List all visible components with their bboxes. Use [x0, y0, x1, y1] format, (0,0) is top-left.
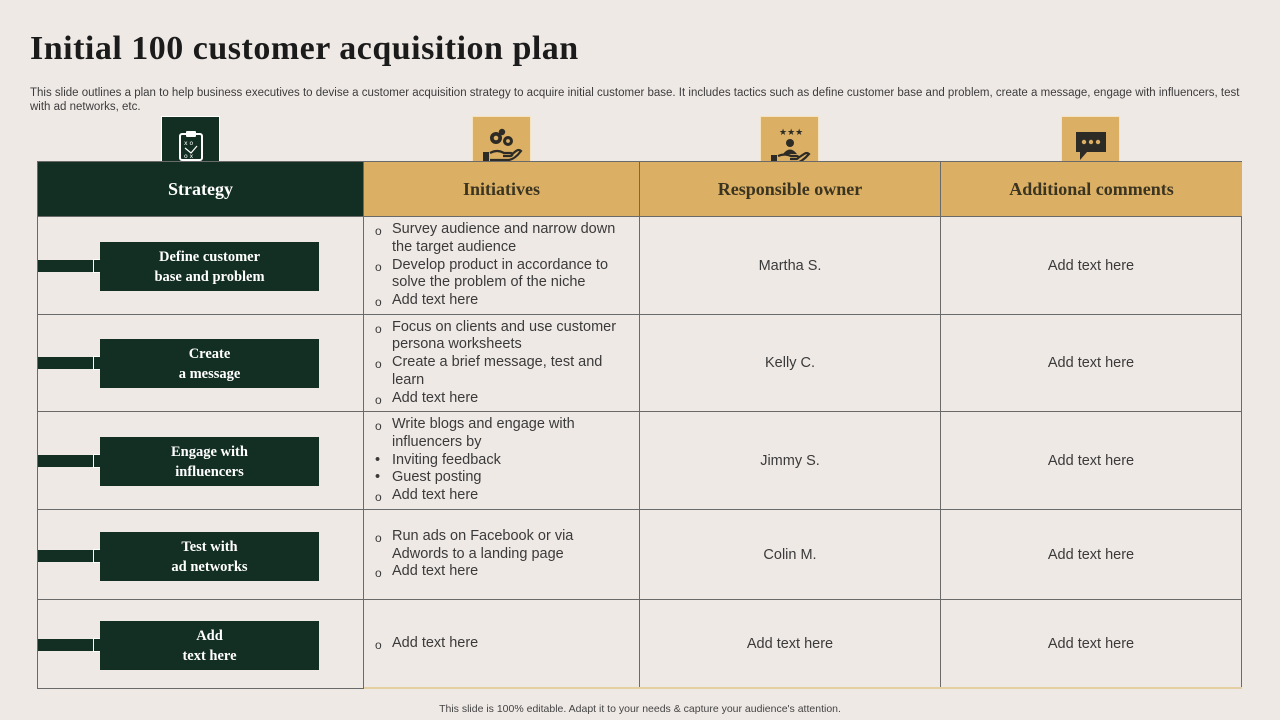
owner-cell: Add text here [640, 600, 941, 688]
comments-cell: Add text here [1047, 257, 1135, 274]
comments-cell: Add text here [1047, 355, 1135, 371]
table-row [38, 509, 1241, 599]
acquisition-plan-table [37, 161, 1242, 689]
header-responsible-owner: Responsible owner [640, 162, 941, 216]
initiative-bullet: o Focus on clients and use customer persona worksheets [373, 319, 629, 354]
connector-bar [38, 260, 96, 272]
initiatives-cell [364, 217, 640, 314]
comments-cell: Add text here [1047, 636, 1135, 652]
initiatives-cell [364, 600, 640, 688]
initiative-sub-bullet: • Inviting feedback [373, 452, 629, 470]
strategy-cell [38, 217, 364, 314]
header-strategy: Strategy [38, 162, 364, 216]
table-row [38, 411, 1241, 509]
strategy-cell [38, 600, 364, 688]
initiative-bullet: o Write blogs and engage with influencers by [373, 416, 629, 451]
header-additional-comments: Additional comments [941, 162, 1242, 216]
initiative-bullet: o Create a brief message, test and learn [373, 354, 629, 389]
bottom-accent-line [364, 687, 1242, 689]
connector-bar [38, 455, 96, 467]
table-row [38, 599, 1241, 688]
strategy-cell [38, 510, 364, 599]
strategy-cell [38, 412, 364, 509]
initiatives-cell [364, 412, 640, 509]
svg-text:x o: x o [183, 139, 193, 147]
slide-subtitle: This slide outlines a plan to help business executives to devise a customer acquisition strategy to acquire initial customer base. It includes tactics such as define customer base and problem, create a message, engage with influencers, test with ad networks, etc. [30, 87, 1240, 113]
owner-cell: Jimmy S. [640, 412, 941, 509]
strategy-label: Engage with influencers [100, 437, 319, 486]
connector-bar [38, 550, 96, 562]
comments-cell: Add text here [1047, 546, 1135, 563]
svg-text:o x: o x [183, 152, 193, 160]
strategy-label: Create a message [100, 339, 319, 388]
table-row [38, 314, 1241, 411]
owner-cell: Martha S. [640, 217, 941, 314]
strategy-label: Add text here [100, 621, 319, 670]
comments-cell: Add text here [1047, 452, 1135, 469]
initiatives-cell [364, 315, 640, 411]
initiatives-cell [364, 510, 640, 599]
strategy-label: Define customer base and problem [100, 242, 319, 291]
svg-text:★★★: ★★★ [778, 127, 803, 138]
footer-note: This slide is 100% editable. Adapt it to your needs & capture your audience's attention. [439, 703, 841, 715]
connector-bar [38, 357, 96, 369]
slide-title: Initial 100 customer acquisition plan [30, 30, 579, 67]
initiative-bullet: o Develop product in accordance to solve the problem of the niche [373, 257, 629, 292]
initiative-bullet: o Add text here [373, 563, 629, 581]
connector-bar [38, 639, 96, 651]
strategy-label: Test with ad networks [100, 532, 319, 581]
initiative-bullet: o Add text here [373, 292, 629, 310]
strategy-cell [38, 315, 364, 411]
table-row [38, 216, 1241, 314]
initiative-bullet: o Add text here [373, 487, 629, 505]
initiative-sub-bullet: • Guest posting [373, 469, 629, 487]
owner-cell: Kelly C. [640, 315, 941, 411]
initiative-bullet: o Survey audience and narrow down the target audience [373, 221, 629, 256]
initiative-bullet: o Add text here [373, 390, 629, 408]
owner-cell: Colin M. [640, 510, 941, 599]
initiative-bullet: o Add text here [373, 635, 629, 653]
header-initiatives: Initiatives [364, 162, 640, 216]
initiative-bullet: o Run ads on Facebook or via Adwords to a landing page [373, 528, 629, 563]
